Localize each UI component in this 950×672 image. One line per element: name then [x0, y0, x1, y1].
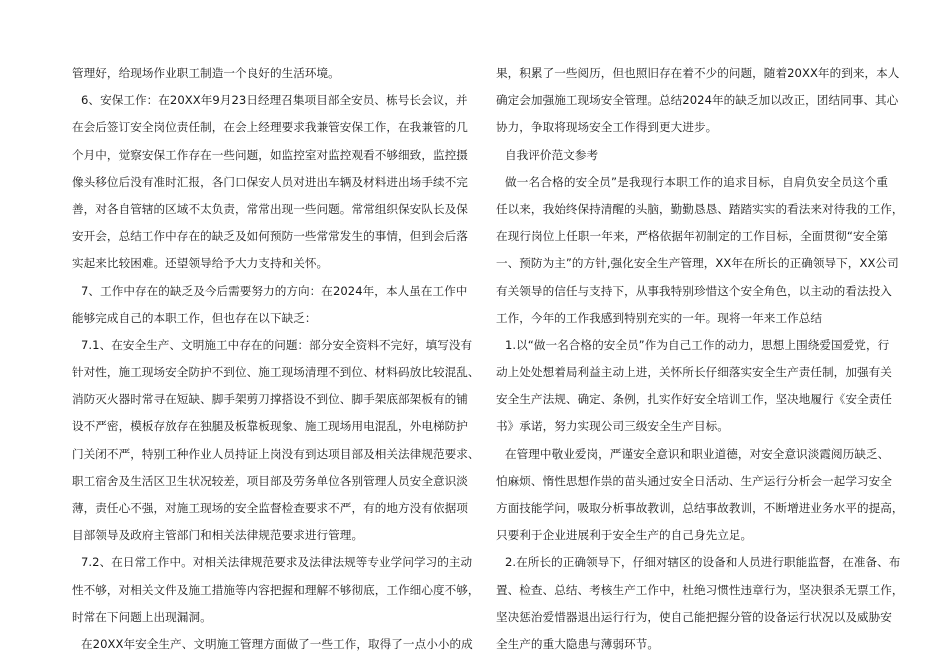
text-line: 个月中，觉察安保工作存在一些问题，如监控室对监控观看不够细致，监控摄 [72, 147, 468, 162]
text-line: 2.在所长的正确领导下，仔细对辖区的设备和人员进行职能监督，在准备、布 [505, 555, 901, 570]
text-line: 果，积累了一些阅历，但也照旧存在着不少的问题，随着20XX年的到来，本人 [496, 66, 900, 80]
text-line: 安全生产法规、确定、条例，扎实作好安全培训工作，坚决地履行《安全责任 [496, 392, 892, 407]
text-line: 设不严密，模板存放存在独腿及板靠板现象、施工现场用电混乱，外电梯防护 [72, 419, 468, 434]
text-line: 在20XX年安全生产、文明施工管理方面做了一些工作，取得了一点小小的成 [81, 636, 473, 651]
text-line: 在管理中敬业爱岗，严谨安全意识和职业道德，对安全意识淡霞阅历缺乏、 [505, 446, 890, 461]
text-line: 置、检查、总结、考核生产工作中，杜绝习惯性违章行为，坚决狠杀无票工作， [496, 582, 904, 597]
text-line: 自我评价范文参考 [505, 147, 599, 162]
text-line: 6、安保工作：在20XX年9月23日经理召集项目部全安员、栋号长会议，并 [81, 93, 468, 108]
text-line: 消防灭火器时常寻在短缺、脚手架剪刀撑搭设不到位、脚手架底部架板有的铺 [72, 392, 468, 407]
text-line: 7.1、在安全生产、文明施工中存在的问题：部分安全资料不完好，填写没有 [81, 337, 473, 352]
text-line: 工作，今年的工作我感到特别充实的一年。现将一年来工作总结 [496, 310, 823, 325]
text-line: 怕麻烦、惰性思想作祟的苗头通过安全日活动、生产运行分析会一起学习安全 [496, 473, 892, 488]
text-line: 实起来比较困难。还望领导给予大力支持和关怀。 [72, 256, 329, 271]
text-line: 坚决惩治爱惜器退出运行行为，使自己能把握分管的设备运行状况以及威胁安 [496, 609, 892, 624]
text-line: 全生产的重大隐患与薄弱环节。 [496, 636, 660, 651]
text-line: 一、预防为主”的方针,强化安全生产管理，XX年在所长的正确领导下，XX公司 [496, 256, 899, 271]
text-line: 性不够，对相关文件及施工措施等内容把握和理解不够彻底，工作细心度不够， [72, 582, 480, 597]
text-line: 做一名合格的安全员”是我现行本职工作的追求目标，自肩负安全员这个重 [505, 174, 888, 189]
right-column [496, 60, 904, 658]
text-line: 在现行岗位上任职一年来，严格依据年初制定的工作目标，全面贯彻“安全第 [496, 229, 888, 244]
text-line: 协力，争取将现场安全工作得到更大进步。 [496, 120, 718, 135]
text-line: 确定会加强施工现场安全管理。总结2024年的缺乏加以改正，团结同事、其心 [496, 93, 899, 108]
text-line: 针对性，施工现场安全防护不到位、施工现场清理不到位、材料码放比较混乱、 [72, 365, 480, 380]
text-line: 目部领导及政府主管部门和相关法律规范要求进行管理。 [72, 528, 364, 543]
text-line: 善，对各自管辖的区域不太负责，常常出现一些问题。常常组织保安队长及保 [72, 201, 468, 216]
text-line: 有关领导的信任与支持下，从事我特别珍惜这个安全角色，以主动的看法投入 [496, 283, 892, 298]
text-line: 时常在下问题上出现漏洞。 [72, 609, 212, 624]
text-line: 动上处处想着局利益主动上进，关怀所长仔细落实安全生产责任制，加强有关 [496, 365, 892, 380]
text-line: 7.2、在日常工作中。对相关法律规范要求及法律法规等专业学问学习的主动 [81, 555, 473, 570]
text-line: 安开会，总结工作中存在的缺乏及如何预防一些常常发生的事情，但到会后落 [72, 229, 468, 244]
text-line: 只要利于企业进展利于安全生产的自己身先立足。 [496, 528, 753, 543]
text-line: 管理好，给现场作业职工制造一个良好的生活环境。 [72, 66, 340, 80]
text-line: 1.以“做一名合格的安全员”作为自己工作的动力，思想上围绕爱国爱党，行 [505, 337, 890, 352]
text-line: 任以来，我始终保持清醒的头脑，勤勤恳恳、踏踏实实的看法来对待我的工作， [496, 201, 904, 216]
text-line: 能够完成自己的本职工作，但也存在以下缺乏： [72, 310, 317, 325]
text-line: 职工宿舍及生活区卫生状况较差，项目部及劳务单位各别管理人员安全意识淡 [72, 473, 468, 488]
text-line: 书》承诺，努力实现公司三级安全生产目标。 [496, 419, 729, 434]
text-line: 薄，责任心不强，对施工现场的安全监督检查要求不严，有的地方没有依据项 [72, 501, 468, 515]
text-line: 像头移位后没有准时汇报，各门口保安人员对进出车辆及材料进出场手续不完 [72, 174, 468, 189]
left-column [72, 60, 480, 658]
text-line: 方面技能学问，吸取分析事故教训，总结事故教训，不断增进业务水平的提高， [496, 501, 904, 515]
text-line: 7、工作中存在的缺乏及今后需要努力的方向：在2024年，本人虽在工作中 [81, 283, 468, 298]
text-line: 门关闭不严，特别工种作业人员持证上岗没有到达项目部及相关法律规范要求、 [72, 446, 480, 461]
text-line: 在会后签订安全岗位责任制，在会上经理要求我兼管安保工作，在我兼管的几 [72, 120, 468, 135]
